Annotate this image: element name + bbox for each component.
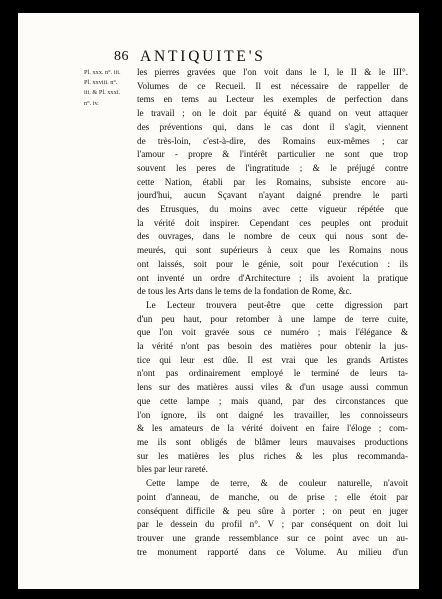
- text-line: par le dessein du profil n°. V ; par conséquent on doit lui: [137, 519, 408, 530]
- text-line: tems en tems au Lecteur les exemples de perfection dans: [137, 94, 408, 105]
- book-page: [18, 13, 419, 589]
- text-line: n'ont pas ordinairement employé le terminé de leurs ta-: [137, 368, 408, 379]
- text-line: Volumes de ce Recueil. Il est nécessaire de rappeller de: [137, 80, 408, 91]
- page-header: [114, 49, 384, 67]
- running-title: ANTIQUITE'S: [140, 48, 266, 65]
- text-line: de très-loin, c'est-à-dire, des Romains eux-mêmes ; car: [137, 135, 408, 146]
- text-line: trouver une grande ressemblance sur ce point avec un au-: [137, 532, 408, 543]
- text-line: les pierres gravées que l'on voit dans le I, le II & le III°.: [137, 67, 408, 77]
- margin-note-line: iii. & Pl. xxxi.: [84, 89, 121, 97]
- text-line: meurés, qui sont supérieurs à ceux que les Romains nous: [137, 245, 408, 256]
- text-line: que l'on voit gravée sous ce numéro ; mais l'élégance &: [137, 327, 408, 338]
- text-line: Le Lecteur trouvera peut-être que cette digression part: [146, 299, 408, 310]
- text-line: la vérité n'ont pas besoin des matières pour obtenir la jus-: [137, 341, 408, 352]
- text-line: la vérité doit inspirer. Cependant ces peuples ont produit: [137, 217, 408, 228]
- text-line: l'amour - propre & l'intérêt particulier ne sont que trop: [137, 149, 408, 160]
- text-line: point d'anneau, de manche, ou de prise ; elle étoit par: [137, 491, 408, 502]
- text-line: jourd'hui, aucun Sçavant n'ayant daigné prendre le parti: [137, 190, 408, 201]
- text-line: Cette lampe de terre, & de couleur naturelle, n'avoit: [146, 478, 408, 489]
- text-line: le travail ; on le doit par équité & quand on veut attaquer: [137, 108, 408, 119]
- text-line: tice qui leur est dûe. Il est vrai que les grands Artistes: [137, 354, 408, 365]
- text-line: d'un peu haut, pour retomber à une lampe de terre cuite,: [137, 313, 408, 324]
- text-line: ont laissés, soit pour le génie, soit pour l'exécution : ils: [137, 258, 408, 269]
- text-line: des ouvrages, dans le nombre de ceux qui nous sont de-: [137, 231, 408, 242]
- body-text: [137, 66, 408, 559]
- text-line: lens sur des matières aussi viles & d'un usage aussi commun: [137, 382, 408, 393]
- text-line: l'on ignore, ils ont daigné les travailler, les connoisseurs: [137, 409, 408, 420]
- text-line: & les amateurs de la vérité doivent en faire l'éloge ; com-: [137, 423, 408, 434]
- text-line: sur les matières les plus riches & les plus recommanda-: [137, 450, 408, 461]
- text-line: souvent les peres de l'ingratitude ; & le préjugé contre: [137, 162, 408, 173]
- text-line: de tous les Arts dans le tems de la fondation de Rome, &c.: [137, 286, 352, 297]
- text-line: ont inventé un ordre d'Architecture ; ils avoient la pratique: [137, 272, 408, 283]
- margin-note-line: n°. iv.: [84, 99, 99, 107]
- margin-note-line: Pl. xxviii. n°.: [84, 79, 118, 87]
- text-line: que cette lampe ; mais quand, par des circonstances que: [137, 395, 408, 406]
- text-line: tre monument rapporté dans ce Volume. Au milieu d'un: [137, 546, 408, 557]
- text-line: cette Nation, établi par les Romains, subsiste encore au-: [137, 176, 408, 187]
- text-line: me ils sont obligés de blâmer leurs mauvaises productions: [137, 436, 408, 447]
- text-line: des préventions qui, dans le cas dont il s'agit, viennent: [137, 121, 408, 132]
- page-number: 86: [114, 49, 129, 64]
- text-line: des Etrusques, du moins avec cette vigueur répétée que: [137, 204, 408, 215]
- text-line: bles par leur rareté.: [137, 464, 208, 475]
- text-line: conséquent difficile & peu sûre à porter ; on peut en juger: [137, 505, 408, 516]
- margin-note-line: Pl. xxx. n°. iii.: [84, 69, 121, 76]
- margin-note: [84, 68, 136, 109]
